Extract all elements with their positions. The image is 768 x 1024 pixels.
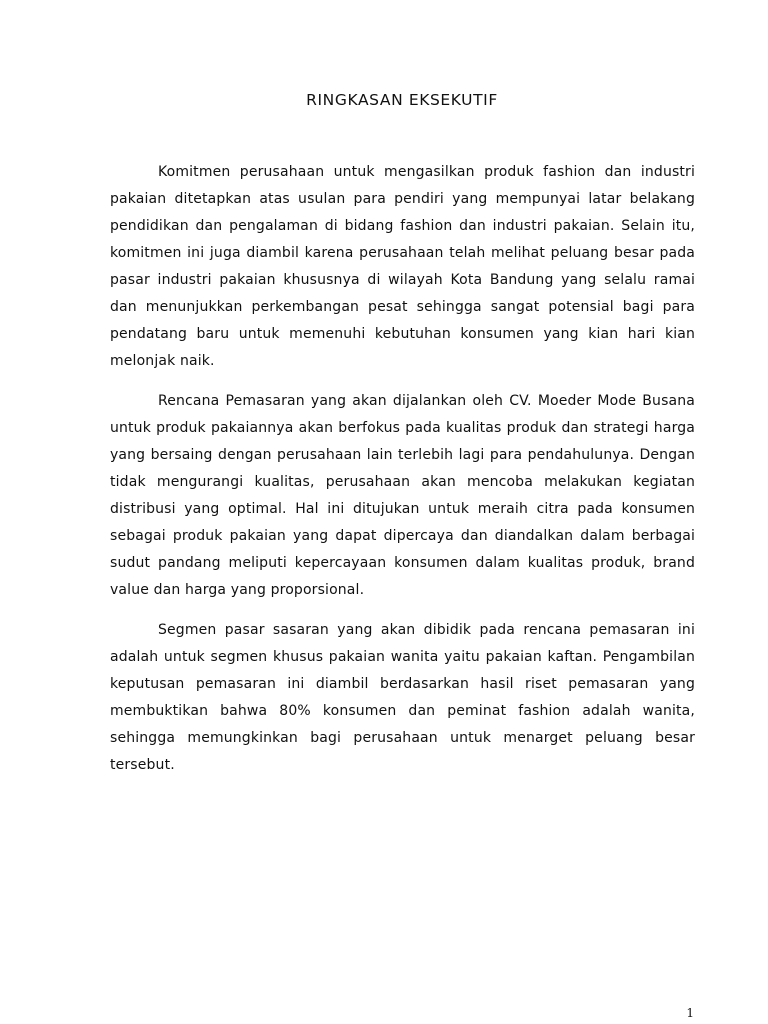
paragraph-commitment: Komitmen perusahaan untuk mengasilkan produk fashion dan industri pakaian ditetapkan atas usulan para pendiri yang mempunyai latar belakang pendidikan dan pengalaman di bidang fashion dan industri pakaian. Selain itu, komitmen ini juga diambil karena perusahaan telah melihat peluang besar pada pasar industri pakaian khususnya di wilayah Kota Bandung yang selalu ramai dan menunjukkan perkembangan pesat sehingga sangat potensial bagi para pendatang baru untuk memenuhi kebutuhan konsumen yang kian hari kian melonjak naik. [110,164,695,369]
page-title: RINGKASAN EKSEKUTIF [306,91,498,109]
document-body [110,159,695,792]
paragraph-marketing-plan: Rencana Pemasaran yang akan dijalankan oleh CV. Moeder Mode Busana untuk produk pakaiannya akan berfokus pada kualitas produk dan strategi harga yang bersaing dengan perusahaan lain terlebih lagi para pendahulunya. Dengan tidak mengurangi kualitas, perusahaan akan mencoba melakukan kegiatan distribusi yang optimal. Hal ini ditujukan untuk meraih citra pada konsumen sebagai produk pakaian yang dapat dipercaya dan diandalkan dalam berbagai sudut pandang meliputi kepercayaan konsumen dalam kualitas produk, brand value dan harga yang proporsional. [110,393,695,598]
paragraph-target-segment: Segmen pasar sasaran yang akan dibidik pada rencana pemasaran ini adalah untuk segmen khusus pakaian wanita yaitu pakaian kaftan. Pengambilan keputusan pemasaran ini diambil berdasarkan hasil riset pemasaran yang membuktikan bahwa 80% konsumen dan peminat fashion adalah wanita, sehingga memungkinkan bagi perusahaan untuk menarget peluang besar tersebut. [110,622,695,773]
page-number: 1 [686,1006,694,1020]
